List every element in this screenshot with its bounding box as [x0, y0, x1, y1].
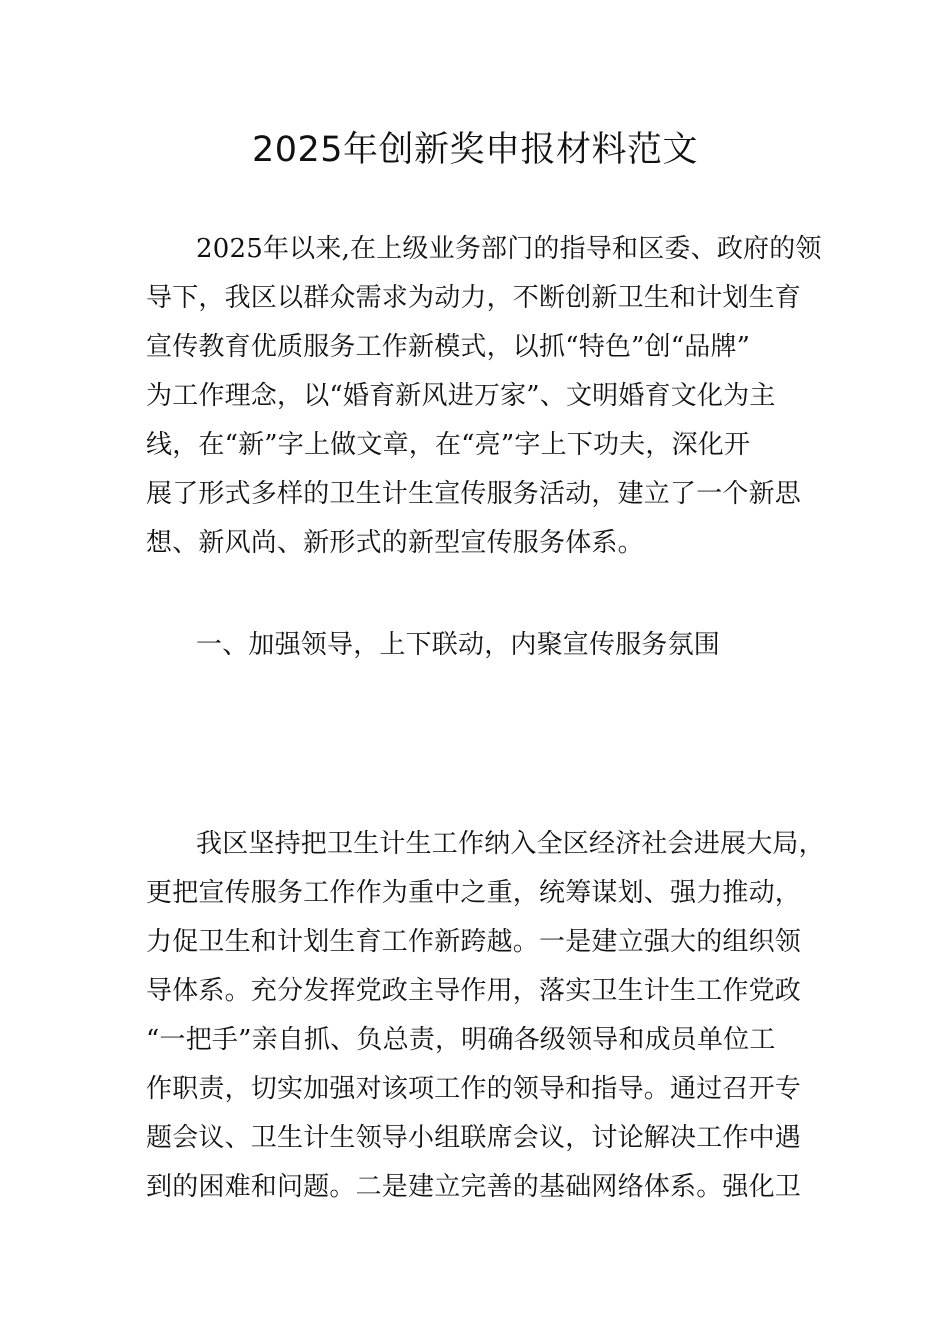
paragraph-line: 更把宣传服务工作作为重中之重，统筹谋划、强力推动，: [146, 878, 802, 908]
paragraph-line: 2025年以来,在上级业务部门的指导和区委、政府的领: [196, 234, 822, 264]
paragraph-line: 线，在“新”字上做文章，在“亮”字上下功夫，深化开: [146, 430, 751, 460]
paragraph-line: 想、新风尚、新形式的新型宣传服务体系。: [146, 528, 644, 558]
paragraph-line: 为工作理念，以“婚育新风进万家”、文明婚育文化为主: [146, 381, 776, 411]
paragraph-line: 题会议、卫生计生领导小组联席会议，讨论解决工作中遇: [146, 1123, 802, 1153]
paragraph-line: 导体系。充分发挥党政主导作用，落实卫生计生工作党政: [146, 976, 802, 1006]
paragraph-line: 导下，我区以群众需求为动力，不断创新卫生和计划生育: [146, 283, 802, 313]
document-title: 2025年创新奖申报材料范文: [251, 130, 699, 170]
paragraph-line: 我区坚持把卫生计生工作纳入全区经济社会进展大局，: [196, 829, 825, 859]
paragraph-line: 到的困难和问题。二是建立完善的基础网络体系。强化卫: [146, 1172, 802, 1202]
paragraph-line: “一把手”亲自抓、负总责，明确各级领导和成员单位工: [146, 1025, 776, 1055]
paragraph-line: 作职责，切实加强对该项工作的领导和指导。通过召开专: [146, 1074, 802, 1104]
paragraph-line: 宣传教育优质服务工作新模式，以抓“特色”创“品牌”: [146, 332, 751, 362]
section-heading: 一、加强领导，上下联动，内聚宣传服务氛围: [196, 630, 721, 660]
paragraph-line: 力促卫生和计划生育工作新跨越。一是建立强大的组织领: [146, 927, 802, 957]
paragraph-line: 展了形式多样的卫生计生宣传服务活动，建立了一个新思: [146, 479, 802, 509]
